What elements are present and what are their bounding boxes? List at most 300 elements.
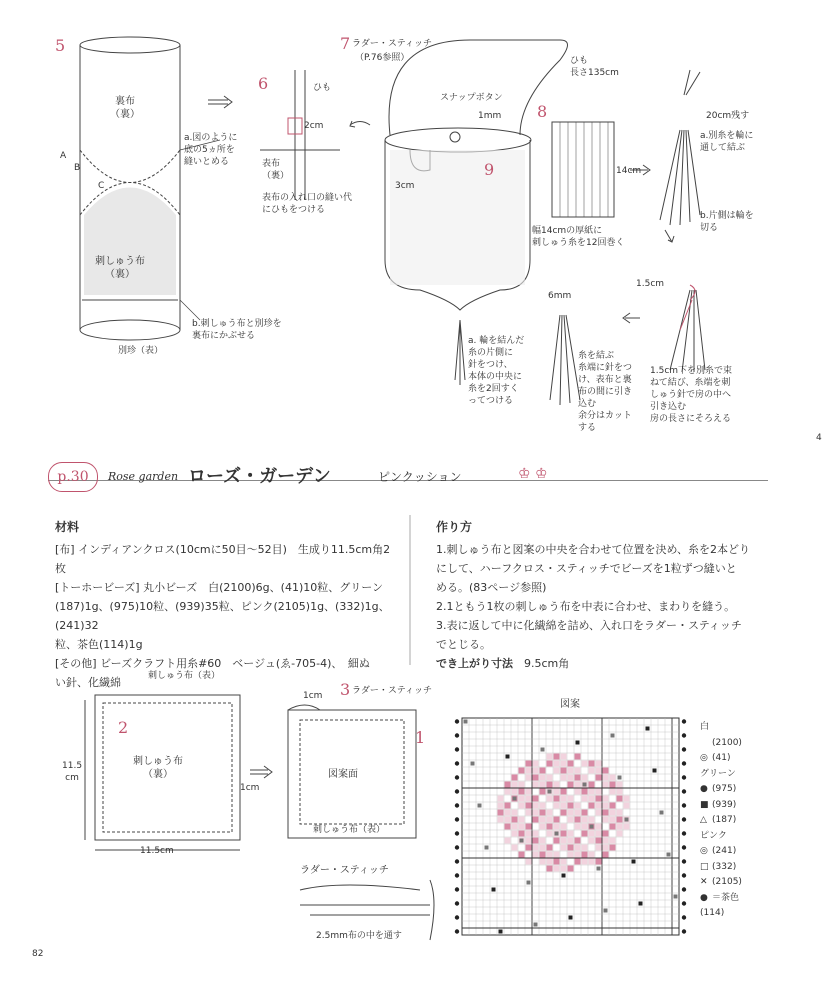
legend-code: (2100) <box>712 737 742 748</box>
pattern-cell <box>589 761 595 767</box>
grid-frame <box>462 718 679 935</box>
wrap-note: 1.5cm下を別糸で束 ねて結び、糸端を刺 しゅう針で房の中へ 引き込む 房の長さにそろえる <box>650 366 733 424</box>
pattern-cell <box>603 817 609 823</box>
pattern-cell <box>610 789 616 795</box>
step-7-number: 7 <box>340 34 351 53</box>
pattern-cell <box>526 810 532 816</box>
pattern-cell <box>519 852 525 858</box>
legend-group-heading: ピンク <box>700 830 727 841</box>
pattern-cell <box>540 817 546 823</box>
legend-code: (975) <box>712 784 737 794</box>
materials-line: [トーホービーズ] 丸小ビーズ 白(2100)6g、(41)10粒、グリーン <box>55 581 384 594</box>
ladder-title: ラダー・スティッチ <box>300 865 389 876</box>
pattern-cell <box>554 803 560 809</box>
pattern-cell <box>540 838 546 844</box>
pattern-cell <box>589 838 595 844</box>
pattern-cell <box>533 803 539 809</box>
pattern-mark <box>464 720 468 724</box>
pattern-cell <box>617 782 623 788</box>
pattern-cell <box>589 817 595 823</box>
border-dot <box>682 733 686 737</box>
pattern-cell <box>512 831 518 837</box>
pattern-cell <box>561 866 567 872</box>
pattern-mark <box>527 881 531 885</box>
pattern-cell <box>547 761 553 767</box>
pattern-mark <box>639 902 643 906</box>
materials-line: 粒、茶色(114)1g <box>55 638 143 651</box>
pattern-cell <box>512 789 518 795</box>
border-dot <box>682 901 686 905</box>
pattern-cell <box>533 838 539 844</box>
pattern-cell <box>582 852 588 858</box>
method-line: 3.表に返して中に化繊綿を詰め、入れ口をラダー・スティッチ <box>436 619 742 632</box>
pattern-cell <box>561 845 567 851</box>
border-dot <box>455 859 459 863</box>
page-number: 82 <box>32 949 44 959</box>
pattern-cell <box>603 796 609 802</box>
pattern-mark <box>660 811 664 815</box>
border-dot <box>455 761 459 765</box>
pattern-mark <box>569 916 573 920</box>
pattern-cell <box>575 754 581 760</box>
pattern-cell <box>505 838 511 844</box>
pattern-cell <box>540 803 546 809</box>
snap-label: スナップボタン <box>440 93 503 103</box>
legend-symbol: ● <box>700 784 708 794</box>
pattern-cell <box>533 852 539 858</box>
pattern-mark <box>506 755 510 759</box>
pattern-cell <box>568 803 574 809</box>
pattern-cell <box>554 852 560 858</box>
pattern-cell <box>589 782 595 788</box>
border-dot <box>455 817 459 821</box>
pattern-cell <box>526 761 532 767</box>
pattern-cell <box>568 775 574 781</box>
pattern-cell <box>526 803 532 809</box>
pattern-cell <box>568 796 574 802</box>
pattern-cell <box>561 789 567 795</box>
letter-c: C <box>98 181 105 191</box>
step-9-number: 9 <box>484 160 495 179</box>
pattern-cell <box>512 845 518 851</box>
method-line: にして、ハーフクロス・スティッチでビーズを1粒ずつ縫いと <box>436 562 737 575</box>
pattern-cell <box>561 761 567 767</box>
subtitle: ピンクッション <box>378 470 462 484</box>
border-dot <box>682 761 686 765</box>
border-dot <box>455 887 459 891</box>
border-dot <box>455 929 459 933</box>
pattern-cell <box>505 803 511 809</box>
top-margin-dim: 1cm <box>303 691 323 701</box>
border-dot <box>682 915 686 919</box>
border-dot <box>682 873 686 877</box>
pattern-cell <box>589 859 595 865</box>
side-dim: 11.5 cm <box>62 761 83 783</box>
title-en: Rose garden <box>108 470 179 483</box>
velvet-label: 別珍（表） <box>118 346 164 356</box>
pattern-cell <box>533 761 539 767</box>
pattern-cell <box>596 859 602 865</box>
pattern-cell <box>505 782 511 788</box>
pattern-mark <box>604 909 608 913</box>
pattern-cell <box>498 810 504 816</box>
pattern-cell <box>582 810 588 816</box>
pattern-cell <box>547 831 553 837</box>
outer-label: 表布 （裏） <box>262 159 290 181</box>
finish-value: 9.5cm角 <box>524 657 570 670</box>
pattern-cell <box>610 803 616 809</box>
pattern-mark <box>513 797 517 801</box>
crown-icons: ♔ ♔ <box>518 466 548 482</box>
pattern-cell <box>575 775 581 781</box>
pattern-cell <box>512 817 518 823</box>
pattern-cell <box>582 761 588 767</box>
pattern-cell <box>554 754 560 760</box>
pattern-cell <box>617 796 623 802</box>
pattern-cell <box>526 775 532 781</box>
pattern-cell <box>568 852 574 858</box>
border-dot <box>455 747 459 751</box>
pattern-cell <box>603 803 609 809</box>
pattern-cell <box>575 845 581 851</box>
pattern-cell <box>526 796 532 802</box>
pattern-cell <box>540 775 546 781</box>
pattern-cell <box>519 768 525 774</box>
method-line: 2.1ともう1枚の刺しゅう布を中表に合わせ、まわりを縫う。 <box>436 600 736 613</box>
pattern-cell <box>540 782 546 788</box>
embroidery-label: 刺しゅう布 （裏） <box>95 256 145 280</box>
pattern-cell <box>617 810 623 816</box>
pattern-cell <box>526 831 532 837</box>
pattern-cell <box>561 824 567 830</box>
pattern-cell <box>617 831 623 837</box>
pattern-cell <box>596 831 602 837</box>
materials-line: 枚 <box>55 562 66 575</box>
finish-label: でき上がり寸法 <box>436 657 513 670</box>
border-dot <box>455 789 459 793</box>
materials-line: (187)1g、(975)10粒、(939)35粒、ピンク(2105)1g、(332)1g、(241)32 <box>55 600 390 632</box>
pattern-cell <box>547 782 553 788</box>
materials-line: い針、化繊綿 <box>55 676 121 689</box>
pattern-cell <box>540 768 546 774</box>
pattern-cell <box>596 761 602 767</box>
pattern-cell <box>512 775 518 781</box>
border-dot <box>455 775 459 779</box>
pattern-cell <box>617 817 623 823</box>
legend-code: (332) <box>712 861 737 872</box>
pattern-mark <box>520 839 524 843</box>
lining-label: 裏布 （裏） <box>110 96 140 120</box>
pattern-mark <box>555 832 559 836</box>
pattern-mark <box>625 818 629 822</box>
pattern-cell <box>589 796 595 802</box>
legend-item <box>700 782 760 798</box>
dim-1mm: 1mm <box>478 111 502 121</box>
title-jp: ローズ・ガーデン <box>188 466 331 487</box>
pattern-cell <box>519 796 525 802</box>
pattern-cell <box>547 796 553 802</box>
pattern-cell <box>533 796 539 802</box>
pattern-mark <box>471 762 475 766</box>
border-dot <box>455 845 459 849</box>
pattern-mark <box>478 804 482 808</box>
pattern-cell <box>624 796 630 802</box>
border-dot <box>455 719 459 723</box>
border-dot <box>455 831 459 835</box>
pattern-cell <box>554 761 560 767</box>
pattern-face-label: 図案面 <box>328 769 358 780</box>
pattern-cell <box>533 845 539 851</box>
pattern-mark <box>597 867 601 871</box>
pattern-cell <box>533 810 539 816</box>
legend-group-heading: グリーン <box>700 768 736 779</box>
pattern-cell <box>575 782 581 788</box>
card-desc: 幅14cmの厚紙に 刺しゅう糸を12回巻く <box>532 226 625 248</box>
ladder-ref: （P.76参照） <box>355 53 410 63</box>
materials-title: 材料 <box>55 520 80 534</box>
pattern-mark <box>548 790 552 794</box>
pattern-cell <box>603 838 609 844</box>
step6-note: 表布の入れ口の縫い代 にひもをつける <box>262 193 353 215</box>
pattern-cell <box>568 768 574 774</box>
pattern-mark <box>576 741 580 745</box>
chart-legend <box>700 720 760 922</box>
page-ref: p.30 <box>57 469 89 485</box>
pattern-cell <box>596 789 602 795</box>
pattern-cell <box>540 852 546 858</box>
pattern-cell <box>582 796 588 802</box>
pattern-cell <box>568 838 574 844</box>
pattern-mark <box>562 874 566 878</box>
pattern-mark <box>583 783 587 787</box>
pattern-cell <box>533 817 539 823</box>
pattern-cell <box>575 824 581 830</box>
bottom-num-1: 1 <box>415 728 426 747</box>
legend-symbol: ◎ <box>700 753 708 763</box>
letter-b: B <box>74 163 81 173</box>
step-5-number: 5 <box>55 36 66 55</box>
pattern-cell <box>561 810 567 816</box>
pattern-cell <box>561 803 567 809</box>
pattern-cell <box>596 845 602 851</box>
pattern-cell <box>610 810 616 816</box>
pattern-cell <box>610 838 616 844</box>
legend-code: (241) <box>712 846 737 856</box>
cord-length: ひも 長さ135cm <box>570 56 619 78</box>
legend-item <box>700 844 760 860</box>
pattern-cell <box>575 859 581 865</box>
legend-item <box>700 875 760 891</box>
pattern-cell <box>610 845 616 851</box>
pattern-cell <box>526 824 532 830</box>
pattern-cell <box>554 838 560 844</box>
pattern-mark <box>492 888 496 892</box>
pattern-cell <box>540 789 546 795</box>
legend-group-heading: 白 <box>700 722 710 732</box>
step8-b: b.片側は輪を 切る <box>700 211 754 233</box>
pattern-cell <box>505 810 511 816</box>
pattern-cell <box>568 831 574 837</box>
pattern-cell <box>603 782 609 788</box>
pattern-cell <box>617 789 623 795</box>
pattern-cell <box>596 810 602 816</box>
pattern-cell <box>519 824 525 830</box>
pattern-cell <box>526 845 532 851</box>
legend-code: (939) <box>712 799 737 810</box>
pattern-cell <box>575 817 581 823</box>
pattern-cell <box>547 810 553 816</box>
pattern-cell <box>519 803 525 809</box>
pattern-cell <box>596 824 602 830</box>
legend-item <box>700 813 760 829</box>
pattern-cell <box>589 768 595 774</box>
pattern-cell <box>505 824 511 830</box>
pattern-cell <box>540 824 546 830</box>
pattern-cell <box>582 831 588 837</box>
pattern-cell <box>561 838 567 844</box>
pattern-cell <box>561 831 567 837</box>
border-dot <box>682 887 686 891</box>
pattern-cell <box>519 817 525 823</box>
pattern-cell <box>568 761 574 767</box>
pattern-cell <box>547 852 553 858</box>
pattern-cell <box>561 859 567 865</box>
edge-mark: 4 <box>816 433 822 443</box>
pattern-cell <box>512 782 518 788</box>
legend-symbol: ◎ <box>700 846 708 856</box>
step-6-number: 6 <box>258 74 269 93</box>
pattern-cell <box>519 831 525 837</box>
pattern-cell <box>526 789 532 795</box>
border-dot <box>682 831 686 835</box>
pattern-cell <box>575 789 581 795</box>
pattern-cell <box>512 810 518 816</box>
pattern-cell <box>603 810 609 816</box>
pattern-cell <box>575 852 581 858</box>
letter-a: A <box>60 151 67 161</box>
pattern-cell <box>568 817 574 823</box>
pattern-mark <box>674 895 678 899</box>
border-dot <box>455 733 459 737</box>
pattern-cell <box>547 859 553 865</box>
pattern-cell <box>519 782 525 788</box>
pattern-cell <box>533 775 539 781</box>
pattern-mark <box>485 846 489 850</box>
width-dim: 11.5cm <box>140 846 174 856</box>
legend-symbol: ■ <box>700 799 709 810</box>
pattern-cell <box>533 831 539 837</box>
pattern-cell <box>582 845 588 851</box>
pattern-cell <box>589 803 595 809</box>
pattern-cell <box>498 817 504 823</box>
pattern-cell <box>547 845 553 851</box>
pattern-cell <box>505 789 511 795</box>
pattern-cell <box>582 824 588 830</box>
pattern-cell <box>519 789 525 795</box>
border-dot <box>455 901 459 905</box>
pattern-cell <box>596 775 602 781</box>
ladder-note: 2.5mm布の中を通す <box>316 931 402 941</box>
pattern-cell <box>561 754 567 760</box>
pattern-cell <box>575 838 581 844</box>
bottom-num-2: 2 <box>118 718 129 737</box>
dim-6mm: 6mm <box>548 291 572 301</box>
pattern-cell <box>526 768 532 774</box>
pattern-cell <box>526 859 532 865</box>
pattern-mark <box>541 748 545 752</box>
pattern-cell <box>554 866 560 872</box>
pattern-cell <box>596 796 602 802</box>
pattern-cell <box>526 838 532 844</box>
pattern-cell <box>610 782 616 788</box>
pattern-cell <box>533 768 539 774</box>
border-dot <box>682 817 686 821</box>
pattern-cell <box>603 768 609 774</box>
legend-code: (2105) <box>712 877 742 887</box>
legend-item <box>700 891 760 922</box>
legend-item <box>700 751 760 767</box>
pattern-cell <box>498 803 504 809</box>
dim-3cm: 3cm <box>395 181 415 191</box>
pattern-cell <box>533 782 539 788</box>
legend-code: (187) <box>712 815 737 825</box>
pattern-cell <box>617 824 623 830</box>
pattern-cell <box>561 796 567 802</box>
pattern-cell <box>540 810 546 816</box>
legend-symbol: △ <box>700 815 707 825</box>
pattern-cell <box>610 817 616 823</box>
card-height: 14cm <box>616 166 642 176</box>
pattern-cell <box>575 810 581 816</box>
legend-symbol: ✕ <box>700 877 708 887</box>
pattern-mark <box>667 853 671 857</box>
pattern-cell <box>582 859 588 865</box>
pattern-cell <box>554 859 560 865</box>
pattern-cell <box>540 845 546 851</box>
pattern-cell <box>589 789 595 795</box>
step5-note-b: b.刺しゅう布と別珍を 裏布にかぶせる <box>192 319 282 341</box>
pattern-cell <box>561 775 567 781</box>
legend-item <box>700 736 760 752</box>
emb-front-label: 刺しゅう布（表） <box>148 671 221 681</box>
pattern-cell <box>561 768 567 774</box>
ladder-label: ラダー・スティッチ <box>352 39 433 49</box>
pattern-cell <box>603 852 609 858</box>
pattern-cell <box>498 796 504 802</box>
pattern-mark <box>646 727 650 731</box>
pattern-cell <box>568 845 574 851</box>
border-dot <box>682 929 686 933</box>
pattern-cell <box>554 789 560 795</box>
loop-note: a. 輪を結んだ 糸の片側に 針をつけ、 本体の中央に 糸を2回すく ってつける <box>468 336 525 406</box>
pattern-cell <box>603 845 609 851</box>
pattern-cell <box>547 754 553 760</box>
pattern-cell <box>582 817 588 823</box>
pattern-cell <box>624 824 630 830</box>
pattern-cell <box>554 796 560 802</box>
pattern-mark <box>611 734 615 738</box>
chart-title: 図案 <box>560 699 580 710</box>
pattern-cell <box>568 810 574 816</box>
materials-line: [その他] ビーズクラフト用糸#60 ベージュ(ゑ-705-4)、 細ぬ <box>55 657 370 670</box>
pattern-cell <box>568 782 574 788</box>
border-dot <box>682 789 686 793</box>
border-dot <box>682 775 686 779</box>
pattern-cell <box>505 817 511 823</box>
materials-line: [布] インディアンクロス(10cmに50目〜52目) 生成り11.5cm角2 <box>55 543 391 556</box>
pattern-mark <box>534 923 538 927</box>
ladder-label-2: ラダー・スティッチ <box>352 686 433 696</box>
